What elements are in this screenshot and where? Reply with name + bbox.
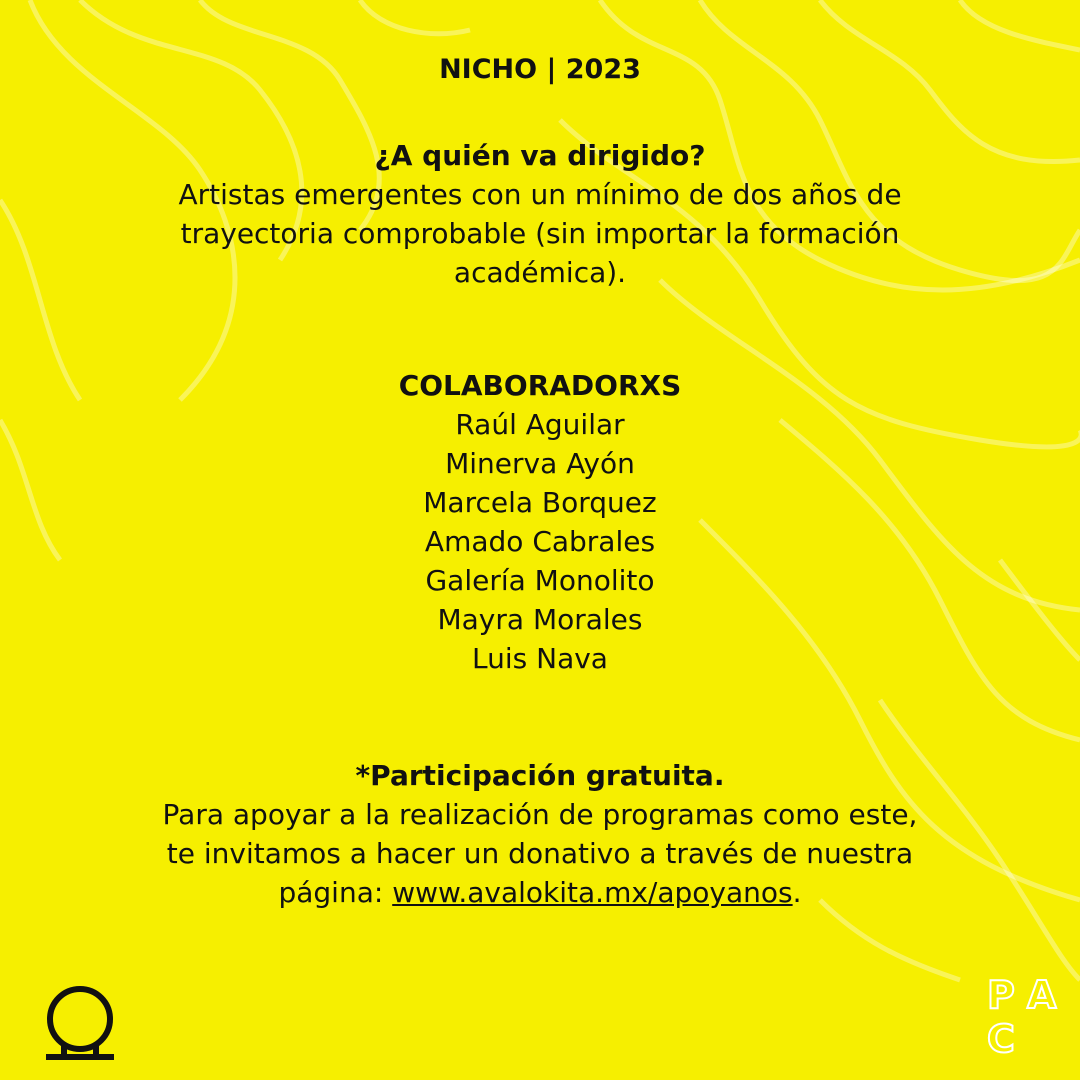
- participation-heading: *Participación gratuita.: [355, 759, 725, 792]
- participation-line-2: te invitamos a hacer un donativo a través de nuestra: [166, 837, 914, 870]
- pac-logo: [985, 975, 1060, 1065]
- collaborator-name: Luis Nava: [472, 642, 608, 675]
- collaborator-name: Amado Cabrales: [424, 525, 656, 558]
- collaborator-name: Marcela Borquez: [423, 486, 657, 519]
- target-section: [100, 136, 980, 292]
- collaborators-list: [100, 405, 980, 678]
- pac-logo-letter-p: P: [987, 973, 1015, 1017]
- collaborator-name: Minerva Ayón: [445, 447, 635, 480]
- target-line-1: Artistas emergentes con un mínimo de dos años de: [178, 178, 902, 211]
- target-heading: ¿A quién va dirigido?: [374, 139, 706, 172]
- participation-line-3-suffix: .: [792, 876, 802, 909]
- participation-line-1: Para apoyar a la realización de programas como este,: [162, 798, 918, 831]
- collaborators-section: [100, 366, 980, 678]
- target-line-2: trayectoria comprobable (sin importar la formación: [180, 217, 900, 250]
- collaborator-name: Mayra Morales: [437, 603, 643, 636]
- pac-logo-letter-a: A: [1027, 973, 1057, 1017]
- collaborator-name: Galería Monolito: [425, 564, 655, 597]
- pac-logo-letter-c: C: [987, 1017, 1015, 1061]
- omega-logo-icon: [40, 985, 120, 1065]
- donation-link[interactable]: www.avalokita.mx/apoyanos: [392, 876, 793, 909]
- participation-section: [100, 756, 980, 912]
- page-title: NICHO | 2023: [439, 54, 641, 85]
- participation-line-3-prefix: página:: [278, 876, 393, 909]
- target-line-3: académica).: [453, 256, 627, 289]
- collaborator-name: Raúl Aguilar: [455, 408, 625, 441]
- collaborators-heading: COLABORADORXS: [398, 369, 682, 402]
- participation-line-3: [100, 873, 980, 912]
